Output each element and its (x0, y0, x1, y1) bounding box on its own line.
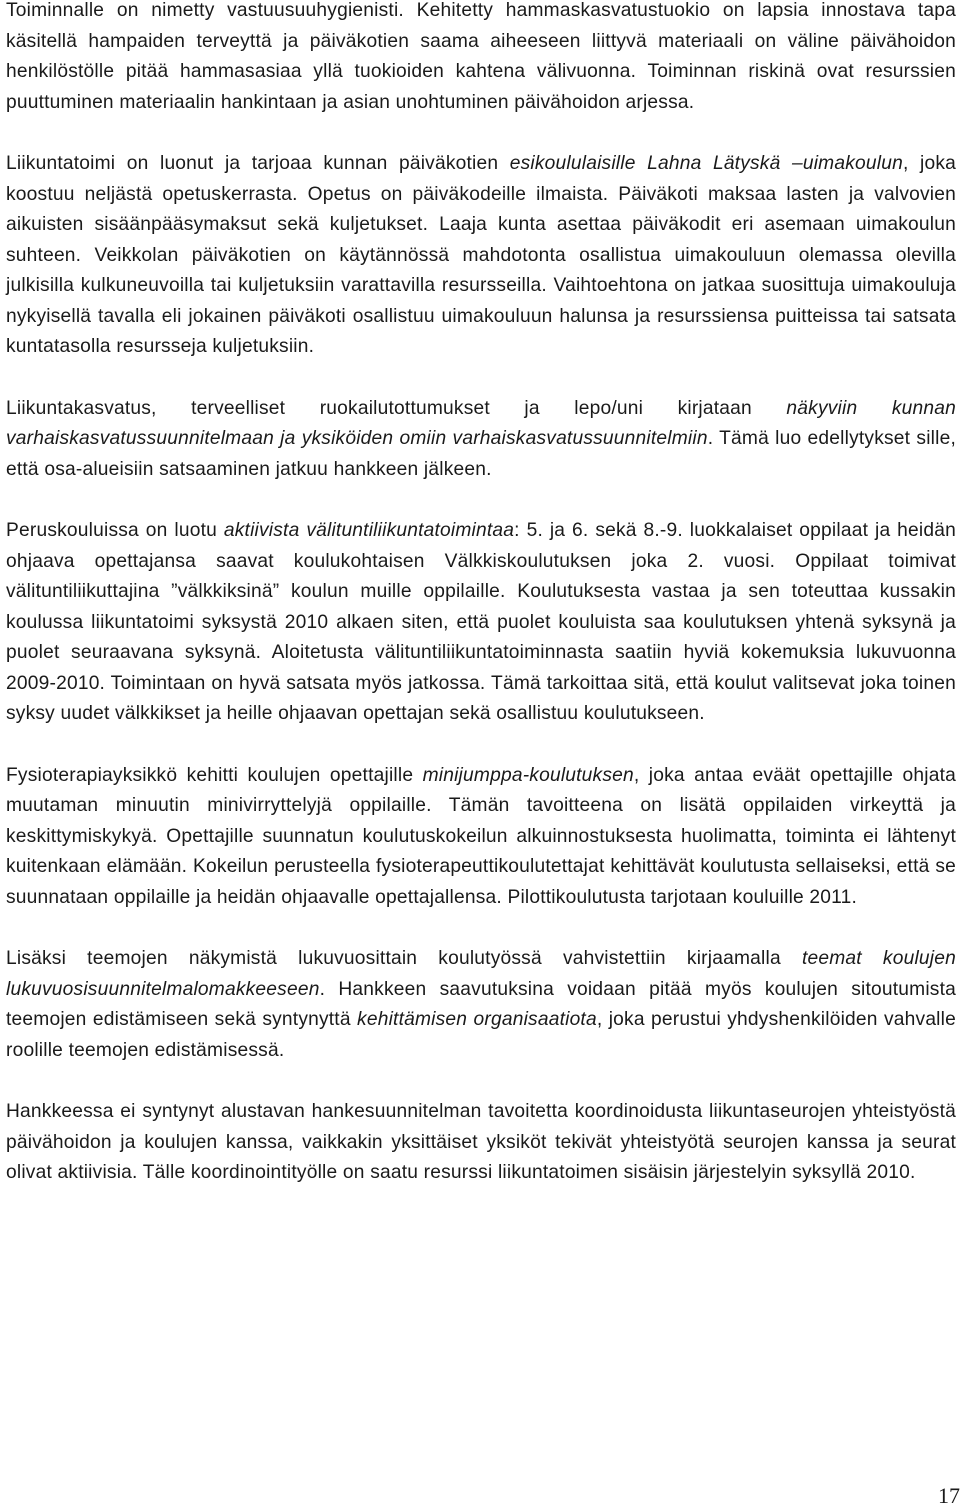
emphasized-text: esikoululaisille Lahna Lätyskä –uimakoulun (509, 153, 903, 174)
paragraph-text: Lisäksi teemojen näkymistä lukuvuosittain koulutyössä vahvistettiin kirjaamalla (6, 948, 802, 969)
paragraph-text: , joka antaa eväät opettajille ohjata muutaman minuutin minivirryttelyjä oppilaille. Tämän tavoitteena on lisätä oppilaiden virkeyttä ja keskittymiskykyä. Opettajille suunnatun koulutuskokeilun alkuinnostuksesta huolimatta, toiminta ei lähtenyt kuitenkaan elämään. Kokeilun perusteella fysioterapeuttikoulutettajat kehittävät koulutusta sellaiseksi, että se suunnataan oppilaille ja heidän ohjaavalle opettajallensa. Pilottikoulutusta tarjotaan kouluille 2011. (6, 764, 956, 908)
body-paragraph (6, 761, 956, 914)
emphasized-text: teemat koulujen lukuvuosisuunnitelmalomakkeeseen (6, 948, 956, 1000)
body-paragraph (6, 1097, 956, 1189)
paragraph-text: Peruskouluissa on luotu (6, 520, 224, 541)
paragraph-text: Fysioterapiayksikkö kehitti koulujen opettajille (6, 764, 423, 786)
paragraph-text: , joka koostuu neljästä opetuskerrasta. Opetus on päiväkodeille ilmaista. Päiväkoti maksaa lasten ja valvovien aikuisten sisäänpääsymaksut sekä kuljetukset. Laaja kunta asettaa päiväkodit eri asemaan uimakoulun suhteen. Veikkolan päiväkotien on käytännössä mahdotonta osallistua uimakouluun olemassa olevilla julkisilla kulkuneuvoilla tai kuljetuksiin varattavilla resursseilla. Vaihtoehtona on jatkaa suosittuja uimakouluja nykyisellä tavalla eli jokainen päiväkoti osallistuu uimakouluun halunsa ja resurssiensa puitteissa tai satsata kuntatasolla resursseja kuljetuksiin. (6, 153, 956, 357)
paragraph-text: : 5. ja 6. sekä 8.-9. luokkalaiset oppilaat ja heidän ohjaava opettajansa saavat koulukohtaisen Välkkiskoulutuksen joka 2. vuosi. Oppilaat toimivat välituntiliikuttajina ”välkkiksinä” koulun muille oppilaille. Koulutuksesta vastaa ja sen toteuttaa kussakin koulussa liikuntatoimi syksystä 2010 alkaen siten, että puolet kouluista saa koulutuksen yhtenä syksynä ja puolet seuraavana syksynä. Aloitetusta välituntiliikuntatoiminnasta saatiin hyviä kokemuksia lukuvuonna 2009-2010. Toimintaan on hyvä satsata myös jatkossa. Tämä tarkoittaa sitä, että koulut valitsevat joka toinen syksy uudet välkkikset ja heille ohjaavan opettajan sekä osallistuu koulutukseen. (6, 520, 957, 724)
body-paragraph (6, 0, 956, 118)
body-paragraph (6, 516, 956, 730)
paragraph-text: Liikuntakasvatus, terveelliset ruokailutottumukset ja lepo/uni kirjataan (6, 397, 787, 419)
emphasized-text: minijumppa-koulutuksen (422, 764, 634, 786)
body-paragraph (6, 944, 956, 1066)
emphasized-text: kehittämisen organisaatiota (357, 1009, 597, 1030)
paragraph-text: Toiminnalle on nimetty vastuusuuhygienisti. Kehitetty hammaskasvatustuokio on lapsia innostava tapa käsitellä hampaiden terveyttä ja päiväkotien saama aiheeseen liittyvä materiaali on väline päivähoidon henkilöstölle pitää hammasasiaa yllä tuokioiden kahtena välivuonna. Toiminnan riskinä ovat resurssien puuttuminen materiaalin hankintaan ja asian unohtuminen päivähoidon arjessa. (6, 0, 956, 113)
paragraph-text: . Hankkeen saavutuksina voidaan pitää myös koulujen sitoutumista teemojen edistämiseen sekä syntynyttä (6, 978, 956, 1030)
emphasized-text: näkyviin kunnan varhaiskasvatussuunnitelmaan ja yksiköiden omiin varhaiskasvatussuunnitelmiin (6, 397, 956, 449)
paragraph-text: . Tämä luo edellytykset sille, että osa-alueisiin satsaaminen jatkuu hankkeen jälkeen. (6, 428, 956, 480)
paragraph-text: , joka perustui yhdyshenkilöiden vahvalle roolille teemojen edistämisessä. (6, 1009, 956, 1061)
paragraph-text: Hankkeessa ei syntynyt alustavan hankesuunnitelman tavoitetta koordinoidusta liikuntaseurojen yhteistyöstä päivähoidon ja koulujen kanssa, vaikkakin yksittäiset yksiköt tekivät yhteistyötä seurojen kanssa ja seurat olivat aktiivisia. Tälle koordinointityölle on saatu resurssi liikuntatoimen sisäisin järjestelyin syksyllä 2010. (6, 1101, 956, 1183)
page-number: 17 (938, 1483, 960, 1508)
document-page (6, 0, 956, 1220)
body-paragraph (6, 394, 956, 486)
paragraph-text: Liikuntatoimi on luonut ja tarjoaa kunnan päiväkotien (6, 153, 510, 174)
emphasized-text: aktiivista välituntiliikuntatoimintaa (223, 520, 515, 541)
body-paragraph (6, 149, 956, 363)
